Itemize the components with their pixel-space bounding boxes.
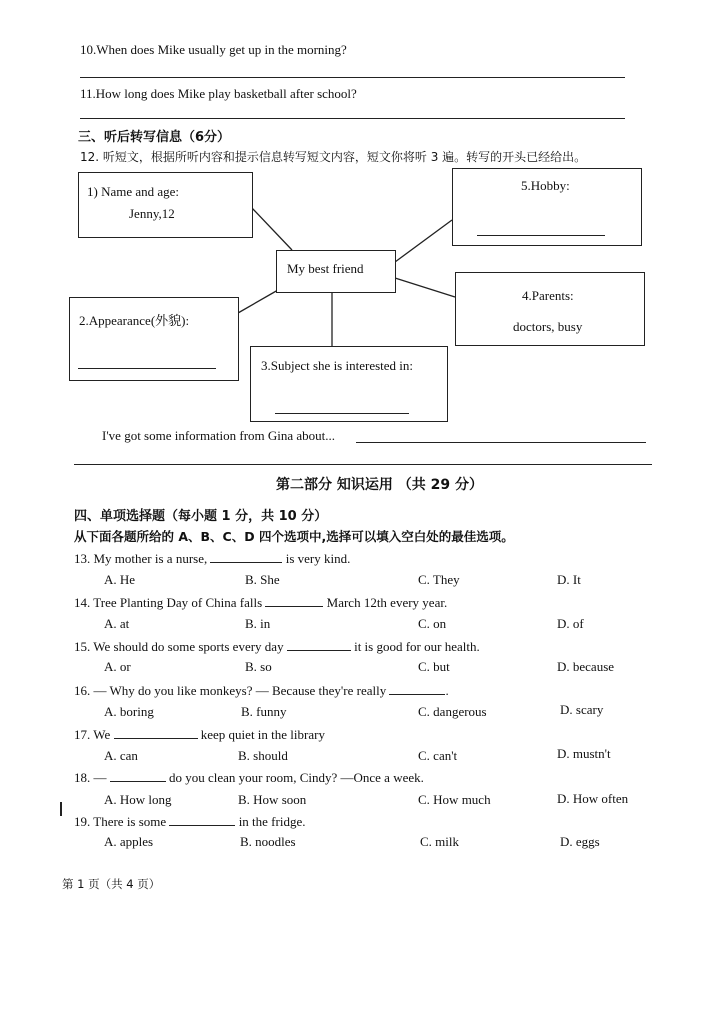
question-14-stem-start: 14. Tree Planting Day of China falls	[74, 595, 266, 610]
question-15-option-d[interactable]: D. because	[557, 659, 615, 674]
question-17-option-a[interactable]: A. can	[104, 748, 138, 763]
question-19-option-d[interactable]: D. eggs	[560, 834, 600, 849]
box-subject-label: 3.Subject she is interested in:	[261, 358, 414, 373]
box-name-age-value: Jenny,12	[129, 206, 175, 221]
section-3-instruction: 12. 听短文，根据所听内容和提示信息转写短文内容，短文你将听 3 遍。转写的开头已经给出。	[80, 150, 587, 164]
question-15-option-a[interactable]: A. or	[104, 659, 131, 674]
connector-appearance	[238, 290, 278, 313]
question-15-blank[interactable]	[287, 638, 351, 651]
question-18	[74, 769, 424, 786]
question-18-option-b[interactable]: B. How soon	[238, 792, 307, 807]
question-18-option-a[interactable]: A. How long	[104, 792, 172, 807]
center-label: My best friend	[287, 261, 364, 276]
connector-hobby	[395, 220, 452, 262]
page-footer: 第 1 页（共 4 页）	[62, 877, 161, 891]
box-parents-label: 4.Parents:	[522, 288, 574, 303]
question-17-option-d[interactable]: D. mustn't	[557, 746, 611, 761]
box-name-age	[78, 172, 253, 238]
connector-name-age	[252, 208, 292, 250]
section-3-title: 三、听后转写信息（6分）	[78, 130, 231, 145]
question-18-stem-end: do you clean your room, Cindy? —Once a week.	[165, 770, 424, 785]
box-appearance-answer-line[interactable]	[78, 368, 216, 369]
question-16-option-b[interactable]: B. funny	[241, 704, 287, 719]
question-16-stem-start: 16. — Why do you like monkeys? — Because they're really	[74, 683, 390, 698]
question-16-stem-end: .	[445, 683, 449, 698]
question-13-blank[interactable]	[210, 550, 282, 563]
question-13-stem-start: 13. My mother is a nurse,	[74, 551, 211, 566]
question-15-option-c[interactable]: C. but	[418, 659, 450, 674]
question-13	[74, 550, 350, 567]
question-17-blank[interactable]	[114, 726, 198, 739]
question-14	[74, 594, 447, 611]
box-subject	[250, 346, 448, 422]
question-16-option-c[interactable]: C. dangerous	[418, 704, 487, 719]
margin-mark	[60, 802, 62, 816]
question-16-blank[interactable]	[389, 682, 445, 695]
question-18-blank[interactable]	[110, 769, 166, 782]
question-13-option-d[interactable]: D. It	[557, 572, 581, 587]
question-19-option-b[interactable]: B. noodles	[240, 834, 296, 849]
box-name-age-label: 1) Name and age:	[87, 184, 180, 199]
box-hobby-answer-line[interactable]	[477, 235, 605, 236]
section-4-instruction: 从下面各题所给的 A、B、C、D 四个选项中,选择可以填入空白处的最佳选项。	[74, 529, 514, 544]
question-17-stem-start: 17. We	[74, 727, 114, 742]
box-hobby	[452, 168, 642, 246]
question-13-stem-end: is very kind.	[282, 551, 351, 566]
box-parents-value: doctors, busy	[513, 319, 583, 334]
question-16	[74, 682, 449, 699]
question-19-stem-start: 19. There is some	[74, 814, 170, 829]
question-14-option-c[interactable]: C. on	[418, 616, 447, 631]
question-16-option-d[interactable]: D. scary	[560, 702, 604, 717]
question-11: 11.How long does Mike play basketball after school?	[80, 86, 357, 101]
question-17-option-c[interactable]: C. can't	[418, 748, 458, 763]
question-13-option-b[interactable]: B. She	[245, 572, 280, 587]
box-hobby-label: 5.Hobby:	[521, 178, 570, 193]
question-18-stem-start: 18. —	[74, 770, 110, 785]
box-parents	[455, 272, 645, 346]
question-19	[74, 813, 305, 830]
question-13-option-a[interactable]: A. He	[104, 572, 136, 587]
question-19-stem-end: in the fridge.	[235, 814, 306, 829]
question-17	[74, 726, 325, 743]
box-center	[276, 250, 396, 293]
question-19-option-a[interactable]: A. apples	[104, 834, 154, 849]
section-divider	[74, 464, 652, 465]
question-15-option-b[interactable]: B. so	[245, 659, 272, 674]
summary-answer-line[interactable]	[356, 442, 646, 443]
question-14-option-d[interactable]: D. of	[557, 616, 584, 631]
question-15-stem-end: it is good for our health.	[350, 639, 480, 654]
part-2-title: 第二部分 知识运用 （共 29 分）	[276, 477, 483, 493]
question-18-option-d[interactable]: D. How often	[557, 791, 629, 806]
question-15	[74, 638, 480, 655]
question-15-stem-start: 15. We should do some sports every day	[74, 639, 287, 654]
question-14-option-a[interactable]: A. at	[104, 616, 130, 631]
summary-line-text: I've got some information from Gina about...	[102, 428, 336, 443]
box-appearance	[69, 297, 239, 381]
box-subject-answer-line[interactable]	[275, 413, 409, 414]
connector-parents	[395, 278, 455, 297]
question-17-stem-end: keep quiet in the library	[197, 727, 325, 742]
question-13-option-c[interactable]: C. They	[418, 572, 460, 587]
question-18-option-c[interactable]: C. How much	[418, 792, 491, 807]
question-16-option-a[interactable]: A. boring	[104, 704, 154, 719]
question-14-stem-end: March 12th every year.	[323, 595, 448, 610]
question-14-blank[interactable]	[265, 594, 323, 607]
question-17-option-b[interactable]: B. should	[238, 748, 288, 763]
question-19-blank[interactable]	[169, 813, 235, 826]
question-10: 10.When does Mike usually get up in the morning?	[80, 42, 347, 57]
section-4-title: 四、单项选择题（每小题 1 分，共 10 分）	[74, 509, 328, 524]
box-appearance-label: 2.Appearance(外貌):	[79, 313, 190, 328]
question-14-option-b[interactable]: B. in	[245, 616, 271, 631]
question-19-option-c[interactable]: C. milk	[420, 834, 460, 849]
